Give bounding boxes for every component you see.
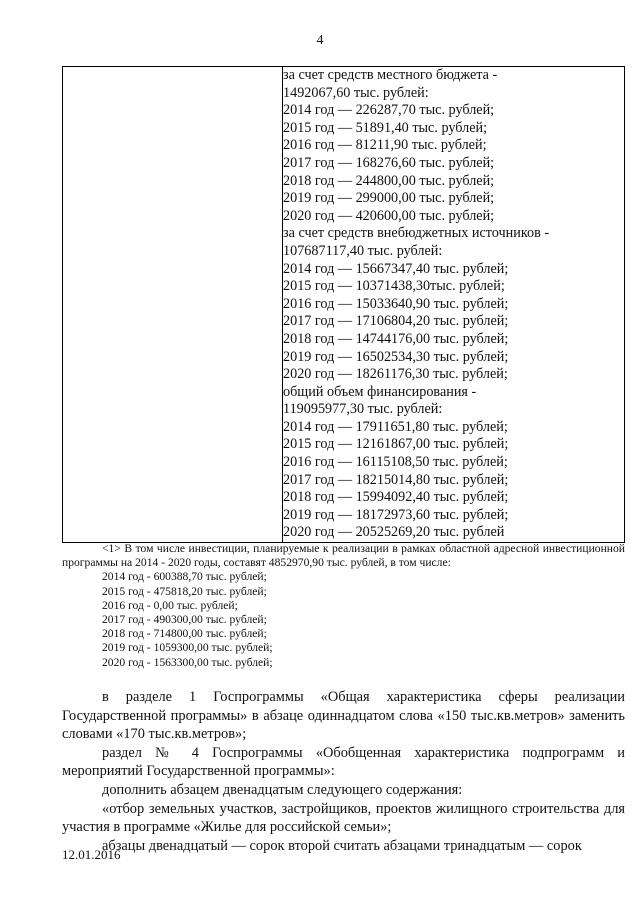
table-empty-cell xyxy=(63,67,283,543)
footnote-year-line: 2015 год - 475818,20 тыс. рублей; xyxy=(102,584,267,598)
financing-line: за счет средств внебюджетных источников - xyxy=(283,225,550,242)
footnote-year-line: 2014 год - 600388,70 тыс. рублей; xyxy=(102,570,267,584)
financing-line: 2016 год — 15033640,90 тыс. рублей; xyxy=(283,295,509,312)
financing-line: 2020 год — 18261176,30 тыс. рублей; xyxy=(283,366,508,383)
financing-line: 2019 год — 16502534,30 тыс. рублей; xyxy=(283,348,509,365)
footnote-year-line: 2020 год - 1563300,00 тыс. рублей; xyxy=(102,655,273,669)
financing-line: 2015 год — 12161867,00 тыс. рублей; xyxy=(283,436,509,453)
financing-line: 107687117,40 тыс. рублей: xyxy=(283,242,443,259)
table-financing-cell xyxy=(283,67,625,543)
financing-line: 2019 год — 299000,00 тыс. рублей; xyxy=(283,190,495,207)
footnote-year-line: 2016 год - 0,00 тыс. рублей; xyxy=(102,598,238,612)
financing-line: 2019 год — 18172973,60 тыс. рублей; xyxy=(283,506,509,523)
financing-line: 2018 год — 14744176,00 тыс. рублей; xyxy=(283,330,509,347)
footnote-years xyxy=(102,570,625,669)
financing-line: общий объем финансирования - xyxy=(283,383,477,400)
financing-line: за счет средств местного бюджета - xyxy=(283,67,498,83)
financing-line: 2015 год — 10371438,30тыс. рублей; xyxy=(283,278,505,295)
financing-line: 2016 год — 16115108,50 тыс. рублей; xyxy=(283,454,508,471)
financing-line: 2017 год — 17106804,20 тыс. рублей; xyxy=(283,313,509,330)
financing-line: 2020 год — 420600,00 тыс. рублей; xyxy=(283,207,495,224)
financing-line: 2014 год — 17911651,80 тыс. рублей; xyxy=(283,418,508,435)
financing-line: 119095977,30 тыс. рублей: xyxy=(283,401,443,418)
financing-line: 2014 год — 15667347,40 тыс. рублей; xyxy=(283,260,509,277)
financing-line: 2017 год — 18215014,80 тыс. рублей; xyxy=(283,471,509,488)
body-paragraph: раздел № 4 Госпрограммы «Обобщенная характеристика подпрограмм и мероприятий Государственной программы»: xyxy=(62,744,625,780)
footnote-year-line: 2018 год - 714800,00 тыс. рублей; xyxy=(102,627,267,641)
financing-line: 2020 год — 20525269,20 тыс. рублей xyxy=(283,524,505,541)
financing-line: 2018 год — 15994092,40 тыс. рублей; xyxy=(283,489,509,506)
footnote-intro: <1> В том числе инвестиции, планируемые к реализации в рамках областной адресной инвестиционной программы на 2014 - 2020 годы, составят 4852970,90 тыс. рублей, в том числе: xyxy=(62,542,625,570)
financing-line: 1492067,60 тыс. рублей: xyxy=(283,84,429,101)
body-text xyxy=(62,688,625,855)
body-paragraph: «отбор земельных участков, застройщиков, проектов жилищного строительства для участия в программе «Жилье для российской семьи»; xyxy=(62,800,625,836)
body-paragraph: дополнить абзацем двенадцатым следующего содержания: xyxy=(102,781,463,798)
document-date: 12.01.2016 xyxy=(62,847,121,862)
page-number: 4 xyxy=(316,33,324,48)
financing-table xyxy=(62,66,625,543)
body-paragraph: абзацы двенадцатый — сорок второй считать абзацами тринадцатым — сорок xyxy=(102,837,582,854)
financing-line: 2017 год — 168276,60 тыс. рублей; xyxy=(283,154,495,171)
footnote-year-line: 2017 год - 490300,00 тыс. рублей; xyxy=(102,613,267,627)
footnote-year-line: 2019 год - 1059300,00 тыс. рублей; xyxy=(102,641,273,655)
financing-line: 2016 год — 81211,90 тыс. рублей; xyxy=(283,137,487,154)
financing-line: 2018 год — 244800,00 тыс. рублей; xyxy=(283,172,495,189)
financing-line: 2015 год — 51891,40 тыс. рублей; xyxy=(283,119,488,136)
body-paragraph: в разделе 1 Госпрограммы «Общая характеристика сферы реализации Государственной программы» в абзаце одиннадцатом слова «150 тыс.кв.метров» заменить словами «170 тыс.кв.метров»; xyxy=(62,689,625,743)
financing-line: 2014 год — 226287,70 тыс. рублей; xyxy=(283,102,495,119)
footnote xyxy=(62,542,625,670)
